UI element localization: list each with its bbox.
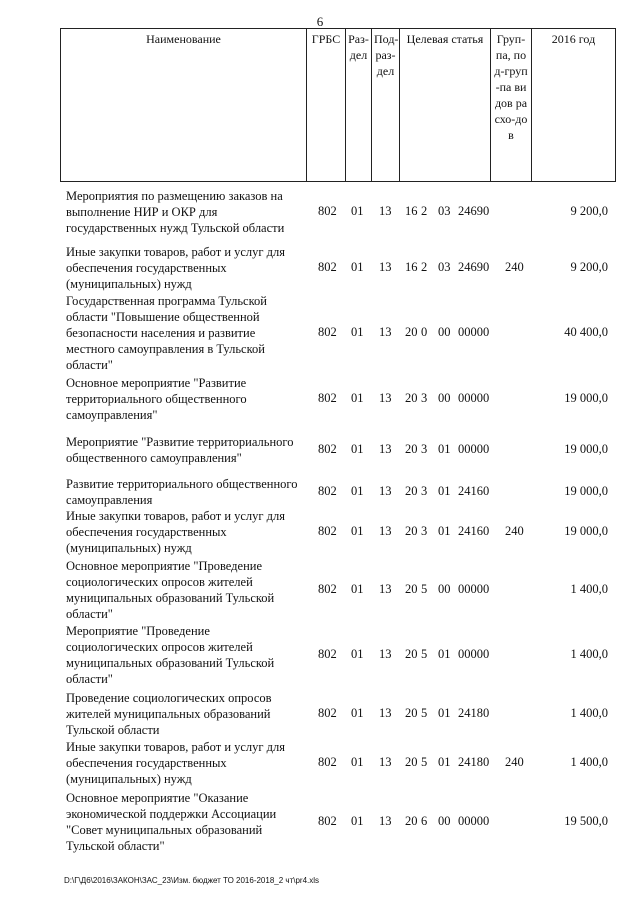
row-name: Основное мероприятие "Развитие территориального общественного самоуправления"	[66, 376, 247, 422]
row-rz: 01	[351, 524, 364, 538]
row-grbs: 802	[318, 484, 337, 498]
row-sum: 19 000,0	[564, 484, 608, 498]
row-grbs: 802	[318, 814, 337, 828]
row-t4: 00000	[458, 647, 490, 661]
row-sum: 19 500,0	[564, 814, 608, 828]
row-pr: 13	[379, 325, 392, 339]
row-sum: 19 000,0	[564, 524, 608, 538]
row-pr: 13	[379, 755, 392, 769]
row-grbs: 802	[318, 325, 337, 339]
row-t4: 00000	[458, 442, 490, 456]
table-row	[0, 244, 640, 292]
row-t2: 5	[421, 647, 428, 661]
row-vr: 240	[505, 755, 524, 769]
header-grbs: ГРБС	[306, 28, 346, 182]
row-t3: 01	[438, 706, 451, 720]
row-t1: 20	[405, 755, 418, 769]
row-t1: 20	[405, 442, 418, 456]
row-name: Иные закупки товаров, работ и услуг для обеспечения государственных (муниципальных) нужд	[66, 740, 286, 786]
row-grbs: 802	[318, 260, 337, 274]
row-rz: 01	[351, 582, 364, 596]
row-t4: 24180	[458, 755, 490, 769]
row-t1: 20	[405, 524, 418, 538]
row-rz: 01	[351, 391, 364, 405]
table-row	[0, 790, 640, 854]
row-t2: 2	[421, 204, 428, 218]
row-t1: 20	[405, 325, 418, 339]
row-name: Государственная программа Тульской области "Повышение общественной безопасности населения и развитие местного самоуправления в Тульской области"	[66, 294, 267, 372]
row-t2: 0	[421, 325, 428, 339]
row-rz: 01	[351, 647, 364, 661]
row-name: Развитие территориального общественного самоуправления	[66, 477, 298, 507]
row-sum: 19 000,0	[564, 391, 608, 405]
row-pr: 13	[379, 706, 392, 720]
table-row	[0, 558, 640, 622]
row-rz: 01	[351, 706, 364, 720]
row-t3: 01	[438, 484, 451, 498]
row-rz: 01	[351, 484, 364, 498]
row-t2: 3	[421, 442, 428, 456]
row-name: Мероприятия по размещению заказов на выполнение НИР и ОКР для государственных нужд Тульской области	[66, 189, 285, 235]
row-t4: 24690	[458, 260, 490, 274]
row-rz: 01	[351, 814, 364, 828]
row-pr: 13	[379, 647, 392, 661]
row-grbs: 802	[318, 204, 337, 218]
row-t4: 24160	[458, 524, 490, 538]
row-pr: 13	[379, 442, 392, 456]
row-t4: 00000	[458, 582, 490, 596]
row-sum: 40 400,0	[564, 325, 608, 339]
table-row	[0, 293, 640, 373]
row-t3: 00	[438, 582, 451, 596]
row-vr: 240	[505, 260, 524, 274]
row-t3: 01	[438, 442, 451, 456]
table-row	[0, 739, 640, 787]
table-row	[0, 375, 640, 423]
row-sum: 1 400,0	[570, 582, 608, 596]
row-sum: 1 400,0	[570, 755, 608, 769]
row-t2: 2	[421, 260, 428, 274]
row-t4: 24690	[458, 204, 490, 218]
row-t2: 5	[421, 706, 428, 720]
row-t1: 20	[405, 582, 418, 596]
row-grbs: 802	[318, 755, 337, 769]
row-t4: 00000	[458, 325, 490, 339]
table-row	[0, 690, 640, 738]
row-t1: 16	[405, 260, 418, 274]
row-grbs: 802	[318, 524, 337, 538]
row-t3: 00	[438, 391, 451, 405]
row-grbs: 802	[318, 582, 337, 596]
row-t3: 01	[438, 755, 451, 769]
row-name: Мероприятие "Проведение социологических опросов жителей муниципальных образований Тульской области"	[66, 624, 275, 686]
page-number: 6	[316, 14, 324, 29]
row-name: Иные закупки товаров, работ и услуг для обеспечения государственных (муниципальных) нужд	[66, 509, 286, 555]
file-path: D:\Г\Д6\2016\ЗАКОН\ЗАС_23\Изм. бюджет ТО 2016-2018_2 чт\pr4.xls	[64, 876, 320, 885]
row-rz: 01	[351, 442, 364, 456]
row-t4: 00000	[458, 814, 490, 828]
header-podrazdel: Под-раз-дел	[371, 28, 400, 182]
row-t2: 3	[421, 484, 428, 498]
row-t3: 01	[438, 647, 451, 661]
table-row	[0, 508, 640, 556]
row-t1: 20	[405, 391, 418, 405]
row-pr: 13	[379, 484, 392, 498]
row-pr: 13	[379, 260, 392, 274]
row-t2: 6	[421, 814, 428, 828]
row-grbs: 802	[318, 647, 337, 661]
row-t2: 5	[421, 582, 428, 596]
row-rz: 01	[351, 325, 364, 339]
row-t1: 20	[405, 814, 418, 828]
row-t2: 3	[421, 391, 428, 405]
row-name: Иные закупки товаров, работ и услуг для обеспечения государственных (муниципальных) нужд	[66, 245, 286, 291]
header-razdel: Раз-дел	[345, 28, 372, 182]
row-grbs: 802	[318, 442, 337, 456]
table-row	[0, 623, 640, 687]
row-pr: 13	[379, 391, 392, 405]
row-t1: 16	[405, 204, 418, 218]
row-pr: 13	[379, 204, 392, 218]
row-t1: 20	[405, 647, 418, 661]
row-pr: 13	[379, 524, 392, 538]
row-t2: 5	[421, 755, 428, 769]
row-rz: 01	[351, 755, 364, 769]
header-target: Целевая статья	[399, 28, 491, 182]
row-rz: 01	[351, 204, 364, 218]
row-t3: 01	[438, 524, 451, 538]
row-pr: 13	[379, 814, 392, 828]
header-group: Груп-па, под-груп-па видов расхо-дов	[490, 28, 532, 182]
table-row	[0, 188, 640, 236]
row-sum: 1 400,0	[570, 706, 608, 720]
row-name: Проведение социологических опросов жителей муниципальных образований Тульской области	[66, 691, 272, 737]
row-t1: 20	[405, 484, 418, 498]
row-t3: 00	[438, 325, 451, 339]
row-t4: 24180	[458, 706, 490, 720]
table-row	[0, 476, 640, 508]
row-t4: 00000	[458, 391, 490, 405]
row-grbs: 802	[318, 391, 337, 405]
header-name: Наименование	[60, 28, 307, 182]
row-t2: 3	[421, 524, 428, 538]
row-t3: 03	[438, 204, 451, 218]
row-sum: 1 400,0	[570, 647, 608, 661]
row-name: Основное мероприятие "Проведение социологических опросов жителей муниципальных образований Тульской области"	[66, 559, 275, 621]
row-name: Основное мероприятие "Оказание экономической поддержки Ассоциации "Совет муниципальных образований Тульской области"	[66, 791, 277, 853]
row-t3: 03	[438, 260, 451, 274]
row-t3: 00	[438, 814, 451, 828]
row-pr: 13	[379, 582, 392, 596]
row-rz: 01	[351, 260, 364, 274]
table-row	[0, 434, 640, 466]
row-grbs: 802	[318, 706, 337, 720]
row-t1: 20	[405, 706, 418, 720]
row-sum: 9 200,0	[570, 204, 608, 218]
row-sum: 9 200,0	[570, 260, 608, 274]
header-year: 2016 год	[531, 28, 616, 182]
row-t4: 24160	[458, 484, 490, 498]
row-vr: 240	[505, 524, 524, 538]
row-name: Мероприятие "Развитие территориального общественного самоуправления"	[66, 435, 294, 465]
row-sum: 19 000,0	[564, 442, 608, 456]
